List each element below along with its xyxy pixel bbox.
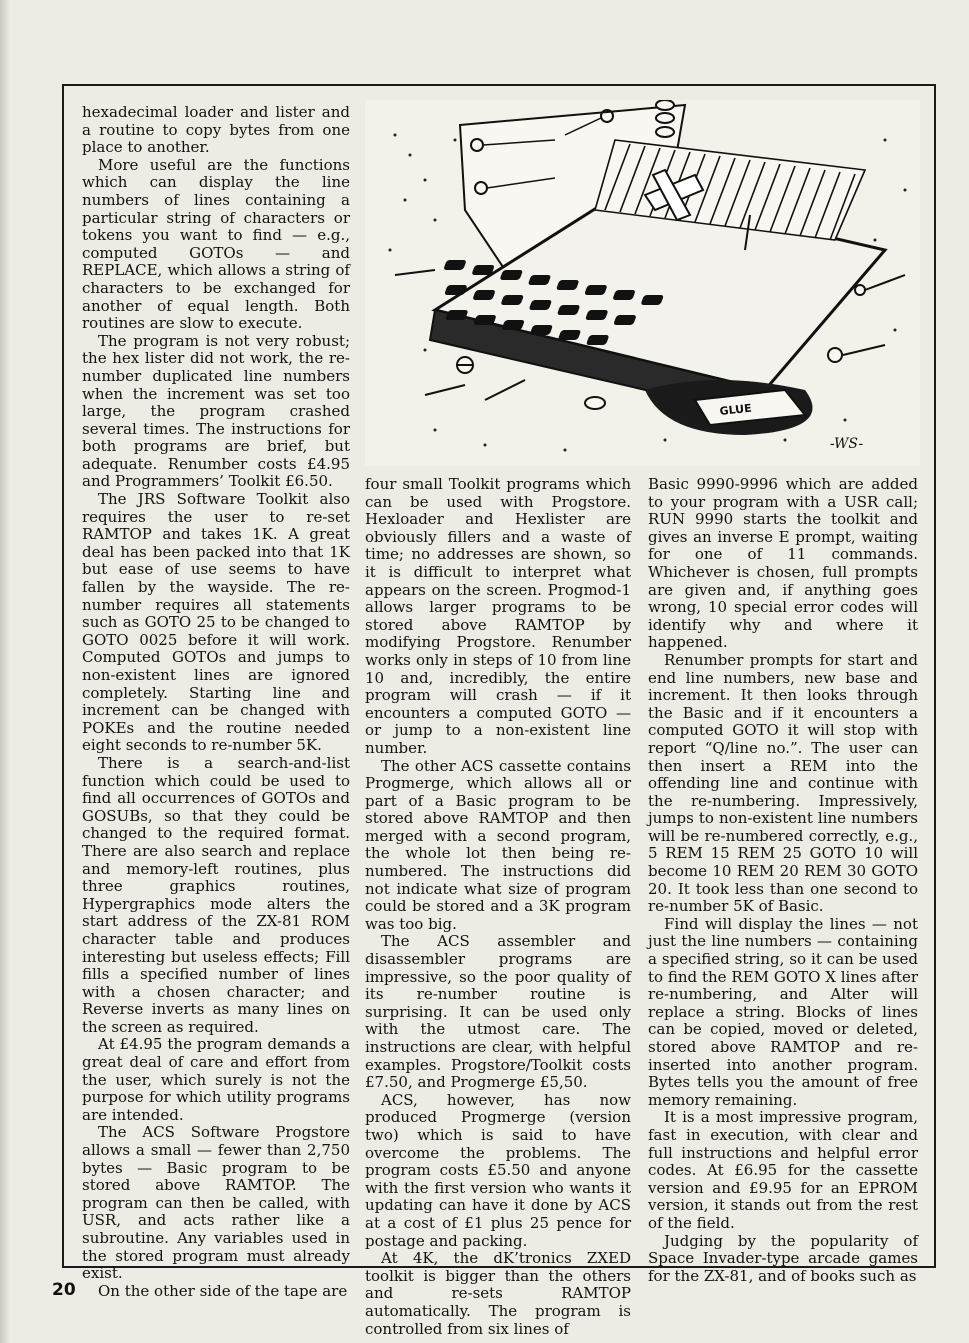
artist-signature: -WS-	[830, 436, 864, 452]
paragraph: On the other side of the tape are	[98, 1281, 348, 1300]
paragraph: Judging by the popularity of Space Invader-type arcade games for the ZX-81, and of books such as	[648, 1231, 918, 1285]
page-number: 20	[52, 1280, 76, 1300]
paragraph: The JRS Software Toolkit also requires the user to re-set RAMTOP and takes 1K. A great deal has been packed into that 1K but ease of use seems to have fallen by the wayside. The re-number requires all statements such as GOTO 25 to be changed to GOTO 0025 before it will work. Computed GOTOs and jumps to non-existent lines are ignored completely. Starting line and increment can be changed with POKEs and the routine needed eight seconds to re-number 5K.	[82, 490, 350, 755]
illustration-drawing	[365, 100, 920, 466]
paragraph: At £4.95 the program demands a great deal of care and effort from the user, which surely is not the purpose for which utility programs are intended.	[82, 1035, 350, 1124]
paragraph: Basic 9990-9996 which are added to your program with a USR call; RUN 9990 starts the toolkit and gives an inverse E prompt, waiting for one of 11 commands. Whichever is chosen, full prompts are given and, if anything goes wrong, 10 special error codes will identify why and where it happened.	[648, 475, 918, 652]
paragraph: The ACS Software Progstore allows a small — fewer than 2,750 bytes — Basic program to be stored above RAMTOP. The program can then be called, with USR, and acts rather like a subroutine. Any variables used in the stored program must already exist.	[82, 1123, 350, 1283]
paragraph: The other ACS cassette contains Progmerge, which allows all or part of a Basic program to be stored above RAMTOP and then merged with a second program, the whole lot then being re-numbered. The instructions did not indicate what size of program could be stored and a 3K program was too big.	[365, 756, 631, 933]
broken-computer-illustration	[365, 100, 920, 466]
paragraph: The ACS assembler and disassembler programs are impressive, so the poor quality of its re-number routine is surprising. It can be used only with the utmost care. The instructions are clear, with helpful examples. Progstore/Toolkit costs £7.50, and Progmerge £5,50.	[365, 932, 631, 1092]
article-column-1	[82, 104, 350, 1300]
paragraph: More useful are the functions which can display the line numbers of lines containing a particular string of characters or tokens you want to find — e.g., computed GOTOs — and REPLACE, which allows a string of characters to be exchanged for another of equal length. Both routines are slow to execute.	[82, 155, 350, 333]
paragraph: Find will display the lines — not just the line numbers — containing a specified string, so it can be used to find the REM GOTO X lines after re-numbering, and Alter will replace a string. Blocks of lines can be copied, moved or deleted, stored above RAMTOP and re-inserted into another program. Bytes tells you the amount of free memory remaining.	[648, 914, 918, 1109]
paragraph: The program is not very robust; the hex lister did not work, the re-number duplicated line numbers when the increment was set too large, the program crashed several times. The instructions for both programs are brief, but adequate. Renumber costs £4.95 and Programmers’ Toolkit £6.50.	[82, 331, 350, 491]
article-column-3	[648, 476, 918, 1285]
paragraph: Renumber prompts for start and end line numbers, new base and increment. It then looks through the Basic and if it encounters a computed GOTO it will stop with report “Q/line no.”. The user can then insert a REM into the offending line and continue with the re-numbering. Impressively, jumps to non-existent line numbers will be re-numbered correctly, e.g., 5 REM 15 REM 25 GOTO 10 will become 10 REM 20 REM 30 GOTO 20. It took less than one second to re-number 5K of Basic.	[648, 650, 918, 916]
svg-text:GLUE: GLUE	[718, 401, 753, 418]
paragraph: four small Toolkit programs which can be used with Progstore. Hexloader and Hexlister are obviously fillers and a waste of time; no addresses are shown, so it is difficult to interpret what appears on the screen. Progmod-1 allows larger programs to be stored above RAMTOP by modifying Progstore. Renumber works only in steps of 10 from line 10 and, incredibly, the entire program will crash — if it encounters a computed GOTO — or jump to a non-existent line number.	[365, 475, 631, 757]
paragraph: ACS, however, has now produced Progmerge (version two) which is said to have overcome the problems. The program costs £5.50 and anyone with the first version who wants it updating can have it done by ACS at a cost of £1 plus 25 pence for postage and packing.	[365, 1090, 631, 1250]
paragraph: There is a search-and-list function which could be used to find all occurrences of GOTOs and GOSUBs, so that they could be changed to the required format. There are also search and replace and memory-left routines, plus three graphics routines, Hypergraphics mode alters the start address of the ZX-81 ROM character table and produces interesting but useless effects; Fill fills a specified number of lines with a chosen character; and Reverse inverts as many lines on the screen as required.	[82, 753, 350, 1036]
article-column-2	[365, 476, 631, 1338]
paragraph: hexadecimal loader and lister and a routine to copy bytes from one place to another.	[82, 103, 350, 157]
paragraph: At 4K, the dK’tronics ZXED toolkit is bigger than the others and re-sets RAMTOP automatically. The program is controlled from six lines of	[365, 1249, 631, 1338]
paragraph: It is a most impressive program, fast in execution, with clear and full instructions and helpful error codes. At £6.95 for the cassette version and £9.95 for an EPROM version, it stands out from the rest of the field.	[648, 1108, 918, 1232]
